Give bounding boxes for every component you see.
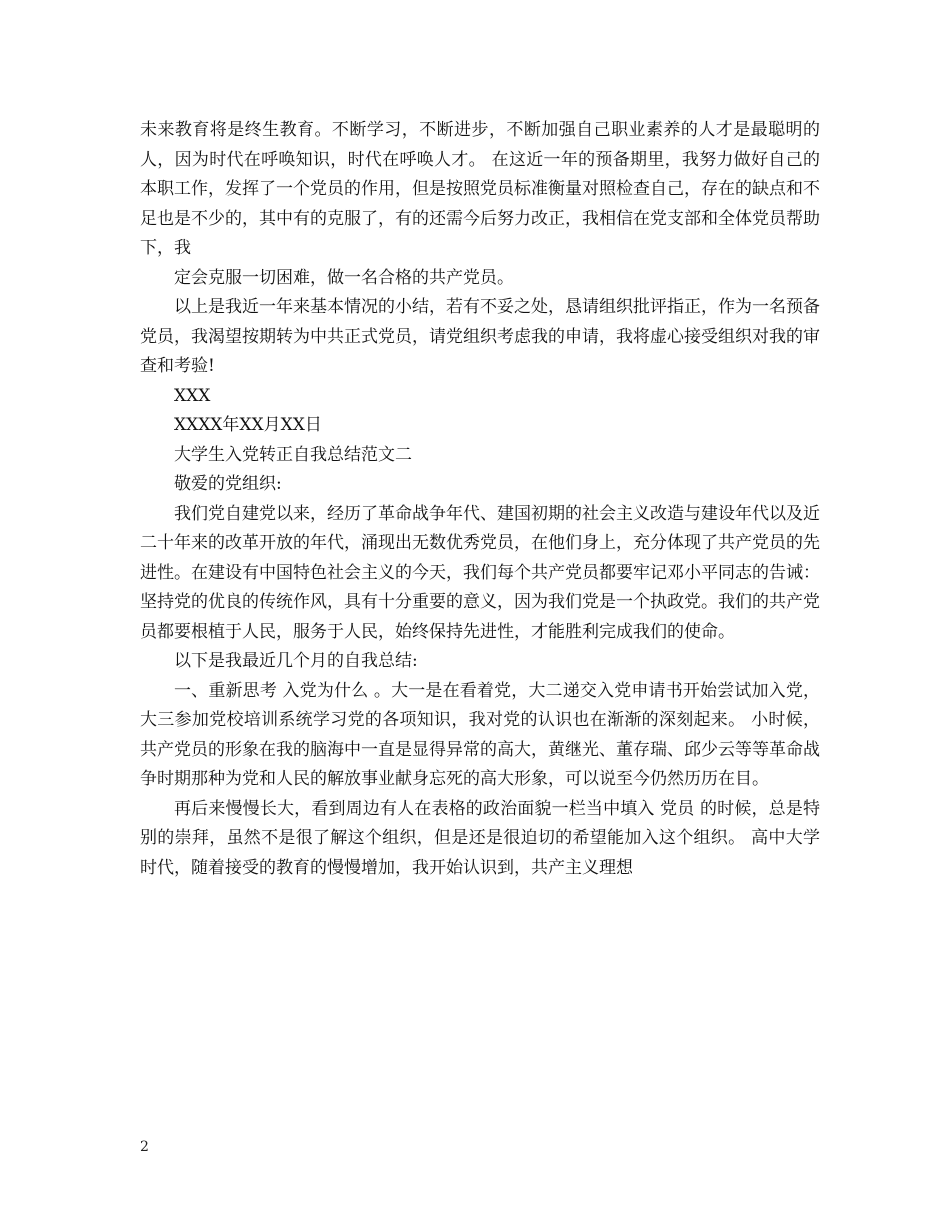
document-body <box>140 116 820 883</box>
paragraph-2: 定会克服一切困难，做一名合格的共产党员。 <box>174 267 514 288</box>
page-number: 2 <box>140 1139 149 1155</box>
paragraph-1: 未来教育将是终生教育。不断学习，不断进步，不断加强自己职业素养的人才是最聪明的人，因为时代在呼唤知识，时代在呼唤人才。 在这近一年的预备期里，我努力做好自己的本职工作，发挥了一个党员的作用，但是按照党员标准衡量对照检查自己，存在的缺点和不足也是不少的，其中有的克服了，有的还需今后努力改正，我相信在党支部和全体党员帮助下，我 <box>140 120 820 258</box>
paragraph-3: 以上是我近一年来基本情况的小结，若有不妥之处，恳请组织批评指正，作为一名预备党员，我渴望按期转为中共正式党员，请党组织考虑我的申请，我将虚心接受组织对我的审查和考验! <box>140 297 820 376</box>
section-title: 大学生入党转正自我总结范文二 <box>174 444 412 465</box>
paragraph-9: 以下是我最近几个月的自我总结: <box>174 651 418 671</box>
signature-name: XXX <box>174 385 211 406</box>
paragraph-11: 再后来慢慢长大，看到周边有人在表格的政治面貌一栏当中填入 党员 的时候，总是特别的崇拜，虽然不是很了解这个组织，但是还是很迫切的希望能加入这个组织。 高中大学时代，随着接受的教育的慢慢增加，我开始认识到，共产主义理想 <box>140 798 820 878</box>
paragraph-10: 一、重新思考 入党为什么 。大一是在看着党，大二递交入党申请书开始尝试加入党，大三参加党校培训系统学习党的各项知识，我对党的认识也在渐渐的深刻起来。 小时候，共产党员的形象在我的脑海中一直是显得异常的高大，黄继光、董存瑞、邱少云等等革命战争时期那种为党和人民的解放事业献身忘死的高大形象，可以说至今仍然历历在目。 <box>140 680 820 789</box>
paragraph-8: 我们党自建党以来，经历了革命战争年代、建国初期的社会主义改造与建设年代以及近二十年来的改革开放的年代，涌现出无数优秀党员，在他们身上，充分体现了共产党员的先进性。在建设有中国特色社会主义的今天，我们每个共产党员都要牢记邓小平同志的告诫： 坚持党的优良的传统作风，具有十分重要的意义，因为我们党是一个执政党。我们的共产党员都要根植于人民，服务于人民，始终保持先进性，才能胜利完成我们的使命。 <box>140 503 820 642</box>
salutation: 敬爱的党组织: <box>174 474 282 494</box>
signature-date: XXXX年XX月XX日 <box>174 415 322 435</box>
